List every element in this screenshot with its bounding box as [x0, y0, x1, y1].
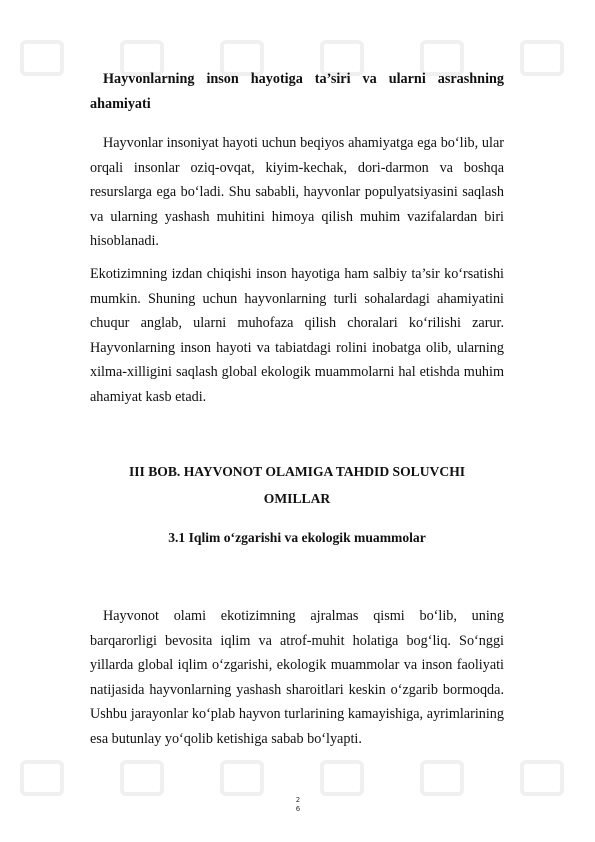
page-number	[292, 796, 304, 814]
chapter-title-line-1: III BOB. HAYVONOT OLAMIGA TAHDID SOLUVCHI	[128, 464, 466, 479]
page-number-digit: 2	[295, 796, 301, 804]
body-paragraph: Hayvonot olami ekotizimning ajralmas qismi bo‘lib, uning barqarorligi bevosita iqlim va atrof-muhit holatiga bog‘liq. So‘nggi yillarda global iqlim o‘zgarishi, ekologik muammolar va inson faoliyati natijasida hayvonlarning yashash sharoitlari keskin o‘zgarib bormoqda. Ushbu jarayonlar ko‘plab hayvon turlarining kamayishiga, ayrimlarining esa butunlay yo‘qolib ketishiga sabab bo‘lyapti.	[90, 608, 504, 747]
body-paragraph: Hayvonlar insoniyat hayoti uchun beqiyos ahamiyatga ega bo‘lib, ular orqali insonlar oziq-ovqat, kiyim-kechak, dori-darmon va boshqa resurslarga ega bo‘ladi. Shu sababli, hayvonlar populyatsiyasini saqlash va ularning yashash muhitini himoya qilish muhim vazifalardan biri hisoblanadi.	[90, 135, 504, 250]
page-number-digit: 6	[295, 805, 301, 813]
chapter-title-line-2: OMILLAR	[263, 491, 331, 506]
body-paragraph: Ekotizimning izdan chiqishi inson hayotiga ham salbiy ta’sir ko‘rsatishi mumkin. Shuning uchun hayvonlarning turli sohalardagi ahamiyatini chuqur anglab, ularni muhofaza qilish choralari ko‘rilishi zarur. Hayvonlarning inson hayoti va tabiatdagi rolini inobatga olib, ularning xilma-xilligini saqlash global ekologik muammolarni hal etishda muhim ahamiyat kasb etadi.	[90, 266, 504, 405]
subsection-title: 3.1 Iqlim o‘zgarishi va ekologik muammolar	[168, 530, 426, 545]
section-heading: Hayvonlarning inson hayotiga ta’siri va ularni asrashning ahamiyati	[90, 71, 504, 112]
